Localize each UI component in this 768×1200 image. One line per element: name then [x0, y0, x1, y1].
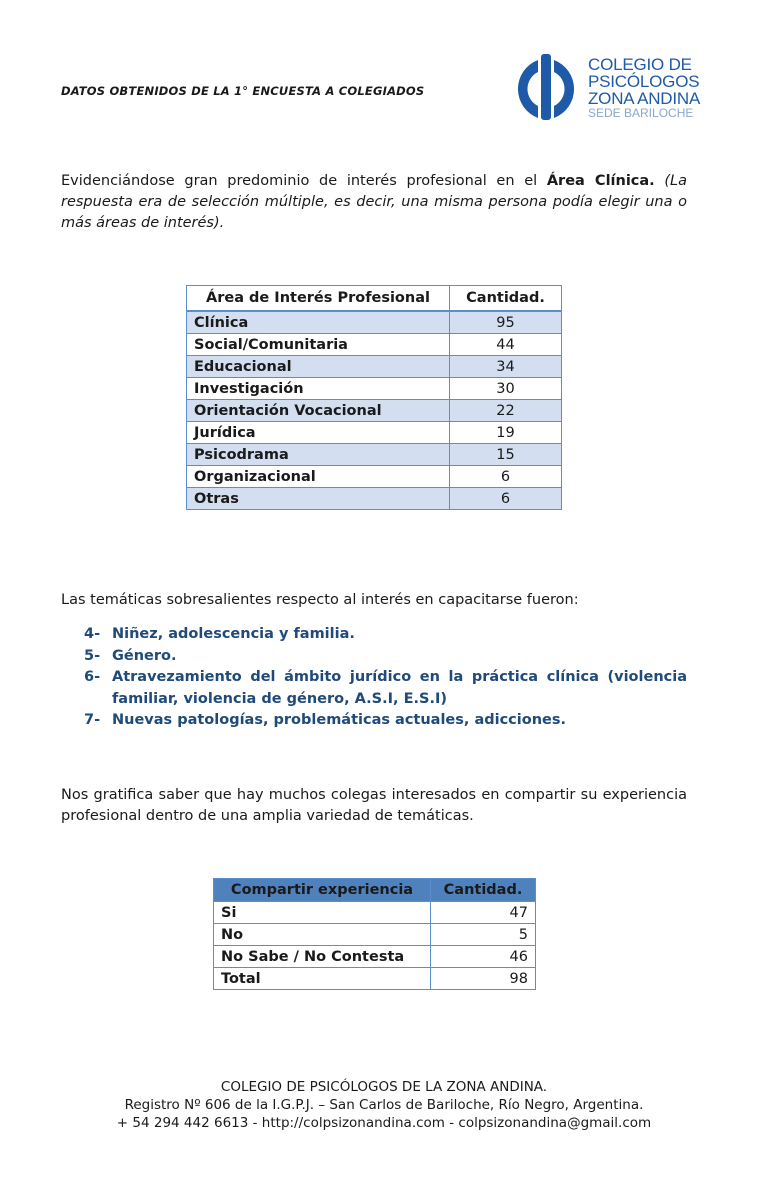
intro-italic-note: (La respuesta era de selección múltiple, es decir, una misma persona podía elegir una o más áreas de interés).: [61, 173, 687, 231]
table-row: [214, 946, 536, 968]
column-header-count: Cantidad.: [450, 286, 562, 312]
row-label: Si: [214, 902, 431, 924]
footer-org-name: COLEGIO DE PSICÓLOGOS DE LA ZONA ANDINA.: [220, 1079, 548, 1095]
row-value: 34: [450, 356, 562, 378]
list-item-text: Nuevas patologías, problemáticas actuales, adicciones.: [112, 712, 567, 728]
share-experience-table: [213, 878, 536, 990]
row-value: 6: [450, 488, 562, 510]
table-row: [187, 356, 562, 378]
list-item-number: 4-: [84, 626, 101, 642]
row-label: Educacional: [187, 356, 450, 378]
share-experience-paragraph: Nos gratifica saber que hay muchos colegas interesados en compartir su experiencia profesional dentro de una amplia variedad de temáticas.: [61, 787, 687, 824]
row-label: Psicodrama: [187, 444, 450, 466]
list-item-number: 6-: [84, 669, 101, 685]
row-value: 98: [431, 968, 536, 990]
table-row: [214, 968, 536, 990]
page-footer: [0, 1078, 768, 1132]
row-label: No Sabe / No Contesta: [214, 946, 431, 968]
row-value: 44: [450, 334, 562, 356]
table-header-row: [214, 879, 536, 902]
table-row: [187, 378, 562, 400]
row-value: 30: [450, 378, 562, 400]
table-row: [187, 422, 562, 444]
row-value: 5: [431, 924, 536, 946]
column-header-count: Cantidad.: [431, 879, 536, 902]
footer-registration: Registro Nº 606 de la I.G.P.J. – San Carlos de Bariloche, Río Negro, Argentina.: [124, 1097, 644, 1113]
interest-area-table: [186, 285, 562, 510]
row-label: Jurídica: [187, 422, 450, 444]
table-row: [187, 334, 562, 356]
list-item-number: 7-: [84, 712, 101, 728]
psi-symbol-icon: [512, 54, 582, 122]
list-item: [84, 667, 687, 710]
table-row: [187, 311, 562, 334]
logo-line-4: SEDE BARILOCHE: [588, 106, 694, 120]
table-row: [187, 444, 562, 466]
logo-line-1: COLEGIO DE: [588, 55, 692, 74]
row-label: Otras: [187, 488, 450, 510]
table-header-row: [187, 286, 562, 312]
table-row: [187, 400, 562, 422]
row-value: 47: [431, 902, 536, 924]
row-label: Investigación: [187, 378, 450, 400]
column-header-area: Área de Interés Profesional: [187, 286, 450, 312]
document-header-title: DATOS OBTENIDOS DE LA 1° ENCUESTA A COLEGIADOS: [61, 84, 425, 98]
row-value: 22: [450, 400, 562, 422]
list-item-text: Atravezamiento del ámbito jurídico en la práctica clínica (violencia familiar, violencia de género, A.S.I, E.S.I): [112, 669, 687, 707]
colegio-logo: [512, 54, 712, 124]
column-header-share: Compartir experiencia: [214, 879, 431, 902]
row-label: Orientación Vocacional: [187, 400, 450, 422]
table-row: [214, 902, 536, 924]
list-item-text: Niñez, adolescencia y familia.: [112, 626, 355, 642]
table-row: [187, 488, 562, 510]
row-label: No: [214, 924, 431, 946]
table-row: [187, 466, 562, 488]
list-item: [84, 624, 687, 646]
list-item-number: 5-: [84, 647, 101, 664]
intro-paragraph: [61, 171, 687, 234]
row-label: Social/Comunitaria: [187, 334, 450, 356]
row-value: 95: [450, 311, 562, 334]
logo-line-2: PSICÓLOGOS: [588, 72, 700, 91]
training-topics-list: [84, 624, 687, 732]
row-value: 15: [450, 444, 562, 466]
row-value: 6: [450, 466, 562, 488]
table-row: [214, 924, 536, 946]
intro-bold: Área Clínica.: [546, 173, 655, 189]
list-item: [84, 710, 687, 732]
intro-text: Evidenciándose gran predominio de interés profesional en el: [61, 173, 547, 189]
row-label: Total: [214, 968, 431, 990]
row-value: 46: [431, 946, 536, 968]
logo-line-3: ZONA ANDINA: [588, 89, 701, 108]
list-item: [84, 646, 687, 668]
footer-contact: + 54 294 442 6613 - http://colpsizonandina.com - colpsizonandina@gmail.com: [116, 1115, 652, 1131]
list-item-text: Género.: [112, 647, 177, 664]
row-value: 19: [450, 422, 562, 444]
row-label: Organizacional: [187, 466, 450, 488]
row-label: Clínica: [187, 311, 450, 334]
topics-intro: Las temáticas sobresalientes respecto al interés en capacitarse fueron:: [61, 592, 579, 608]
